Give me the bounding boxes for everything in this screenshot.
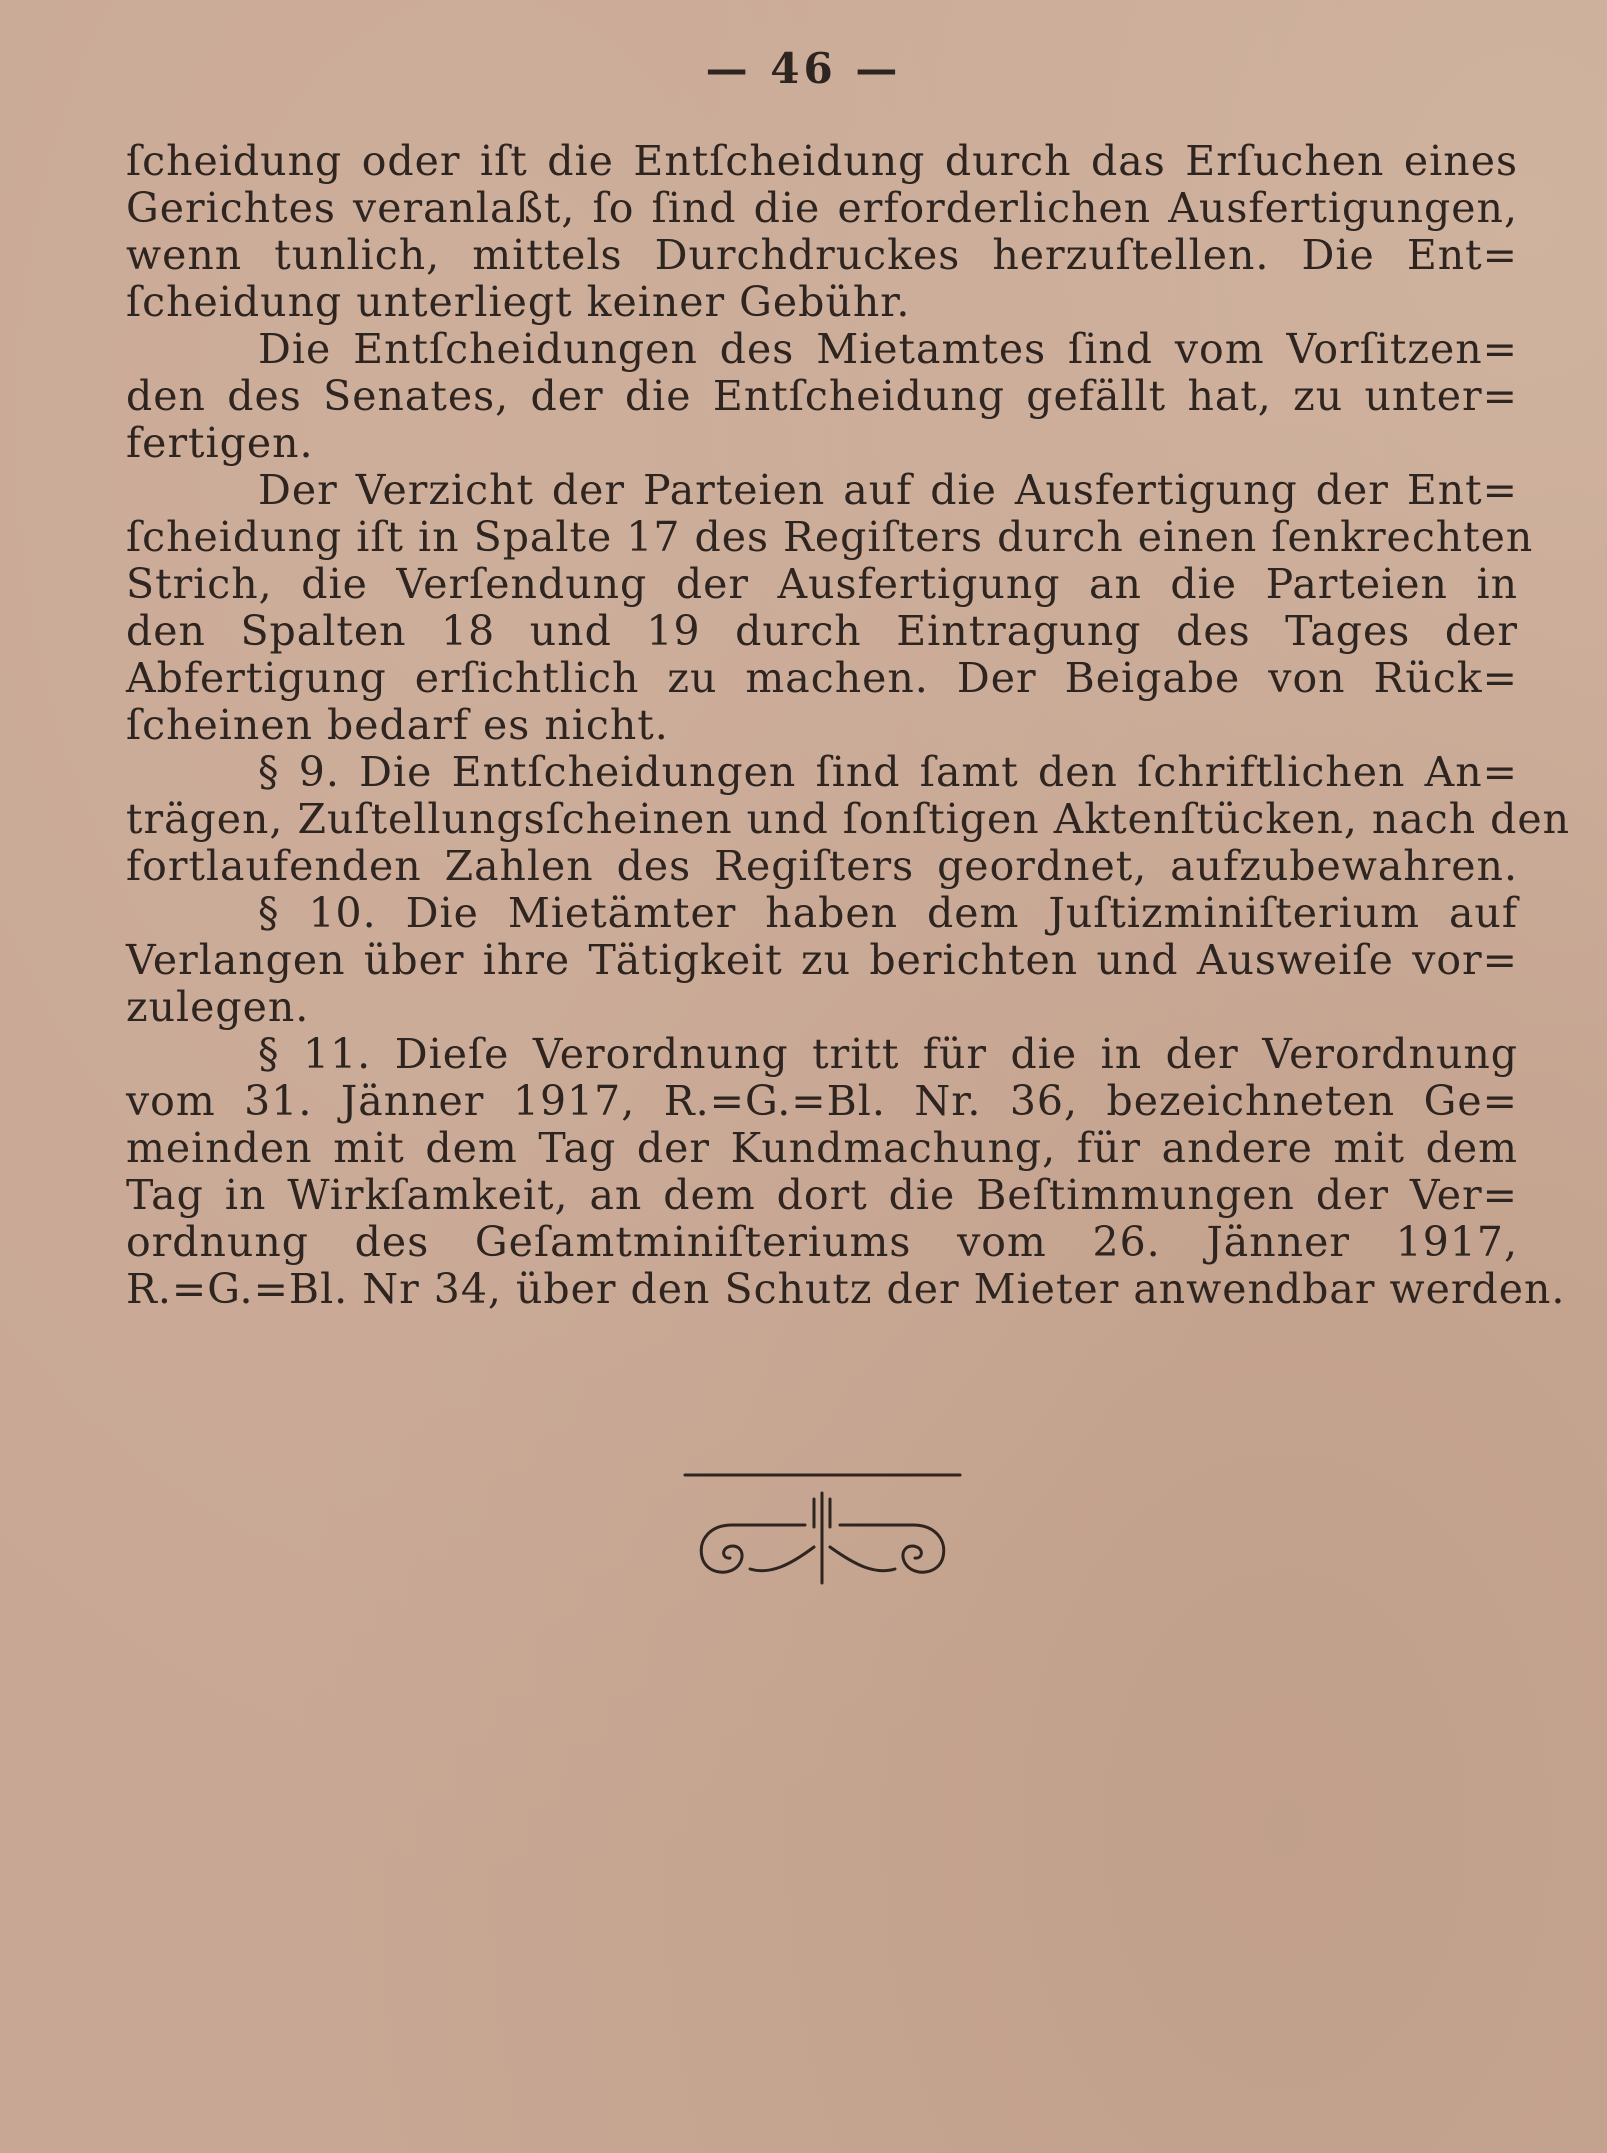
text-line: Tag in Wirkſamkeit, an dem dort die Beſtimmungen der Ver= xyxy=(126,1171,1518,1219)
text-line: trägen, Zuſtellungsſcheinen und ſonſtigen Aktenſtücken, nach den xyxy=(126,795,1571,843)
text-line: ſcheinen bedarf es nicht. xyxy=(126,701,669,749)
text-line: Verlangen über ihre Tätigkeit zu berichten und Ausweiſe vor= xyxy=(126,936,1518,984)
vignette-flourish-icon xyxy=(680,1465,965,1595)
text-line: zulegen. xyxy=(126,983,310,1031)
text-line: ſcheidung unterliegt keiner Gebühr. xyxy=(126,278,911,326)
text-line: Gerichtes veranlaßt, ſo ſind die erforderlichen Ausfertigungen, xyxy=(126,184,1518,232)
page-number: — 46 — xyxy=(705,44,902,93)
text-line: Die Entſcheidungen des Mietamtes ſind vom Vorſitzen= xyxy=(258,325,1518,373)
text-line: § 11. Dieſe Verordnung tritt für die in der Verordnung xyxy=(258,1030,1518,1078)
text-line: fortlaufenden Zahlen des Regiſters geordnet, aufzubewahren. xyxy=(126,842,1518,890)
text-line: meinden mit dem Tag der Kundmachung, für andere mit dem xyxy=(126,1124,1518,1172)
text-line: § 10. Die Mietämter haben dem Juſtizminiſterium auf xyxy=(258,889,1518,937)
text-line: R.=G.=Bl. Nr 34, über den Schutz der Mieter anwendbar werden. xyxy=(126,1265,1566,1313)
text-line: Abfertigung erſichtlich zu machen. Der Beigabe von Rück= xyxy=(126,654,1518,702)
text-line: § 9. Die Entſcheidungen ſind ſamt den ſchriftlichen An= xyxy=(258,748,1518,796)
text-line: vom 31. Jänner 1917, R.=G.=Bl. Nr. 36, bezeichneten Ge= xyxy=(126,1077,1518,1125)
text-line: den des Senates, der die Entſcheidung gefällt hat, zu unter= xyxy=(126,372,1518,420)
text-line: wenn tunlich, mittels Durchdruckes herzuſtellen. Die Ent= xyxy=(126,231,1518,279)
body-text xyxy=(126,137,1571,1313)
text-line: ordnung des Geſamtminiſteriums vom 26. Jänner 1917, xyxy=(126,1218,1518,1266)
text-line: Der Verzicht der Parteien auf die Ausfertigung der Ent= xyxy=(258,466,1518,514)
text-line: fertigen. xyxy=(126,419,314,467)
text-line: den Spalten 18 und 19 durch Eintragung des Tages der xyxy=(126,607,1518,655)
text-line: ſcheidung iſt in Spalte 17 des Regiſters durch einen ſenkrechten xyxy=(126,513,1534,561)
text-line: Strich, die Verſendung der Ausfertigung an die Parteien in xyxy=(126,560,1518,608)
text-line: ſcheidung oder iſt die Entſcheidung durch das Erſuchen eines xyxy=(126,137,1518,185)
